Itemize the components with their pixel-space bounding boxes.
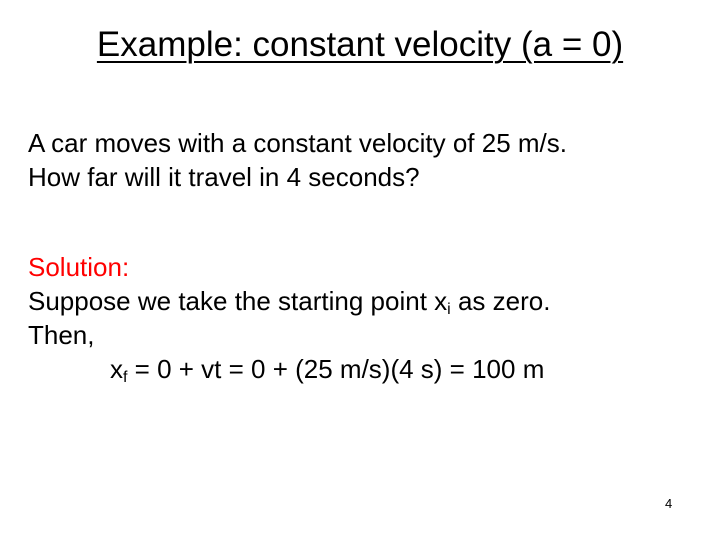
equation-variable: x [110,354,123,384]
problem-line-2: How far will it travel in 4 seconds? [28,162,420,192]
problem-line-1: A car moves with a constant velocity of 25 m/s. [28,128,568,158]
slide-title: Example: constant velocity (a = 0) [96,25,624,64]
slide-body [28,126,567,386]
solution-line-2: Then, [28,320,95,350]
solution-line-1-text: Suppose we take the starting point x [28,286,448,316]
solution-equation [28,352,567,386]
paragraph-spacer [28,194,567,250]
equation-body: = 0 + vt = 0 + (25 m/s)(4 s) = 100 m [127,354,545,384]
initial-position-subscript: i [447,301,451,318]
solution-line-1 [28,284,567,318]
solution-heading: Solution: [28,252,130,282]
solution-line-1-end: as zero. [450,286,551,316]
final-position-subscript: f [123,369,128,386]
page-number: 4 [665,496,673,511]
